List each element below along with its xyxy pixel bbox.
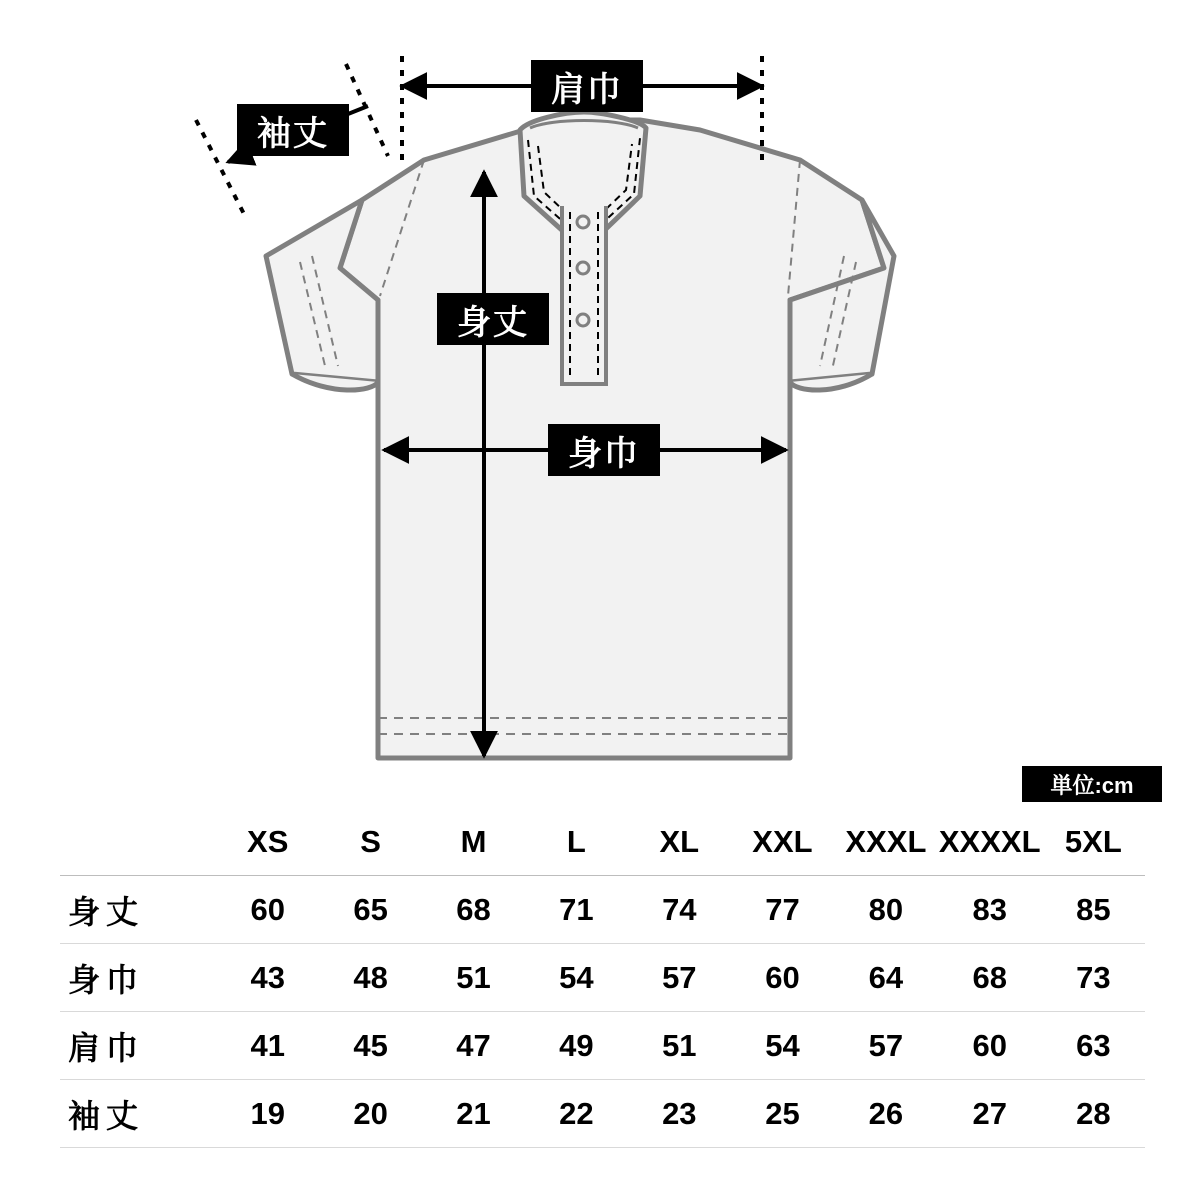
cell-shoulder-width-xl: 51 xyxy=(628,1012,731,1080)
cell-body-length-xxxl: 80 xyxy=(834,876,938,944)
row-label-body-length: 身丈 xyxy=(60,876,216,944)
cell-sleeve-length-5xl: 28 xyxy=(1042,1080,1145,1148)
cell-body-width-5xl: 73 xyxy=(1042,944,1145,1012)
cell-sleeve-length-xs: 19 xyxy=(216,1080,319,1148)
cell-sleeve-length-l: 22 xyxy=(525,1080,628,1148)
cell-sleeve-length-xxl: 25 xyxy=(731,1080,834,1148)
table-row xyxy=(60,1012,1145,1080)
cell-shoulder-width-l: 49 xyxy=(525,1012,628,1080)
label-shoulder-width: 肩巾 xyxy=(531,60,643,112)
cell-sleeve-length-m: 21 xyxy=(422,1080,525,1148)
cell-sleeve-length-s: 20 xyxy=(319,1080,422,1148)
cell-body-length-l: 71 xyxy=(525,876,628,944)
table-row xyxy=(60,1080,1145,1148)
cell-body-length-xxl: 77 xyxy=(731,876,834,944)
header-size-5xl: 5XL xyxy=(1042,808,1145,876)
table-row xyxy=(60,944,1145,1012)
size-table xyxy=(60,808,1145,1148)
header-corner-blank xyxy=(60,808,216,876)
cell-body-length-s: 65 xyxy=(319,876,422,944)
row-label-sleeve-length: 袖丈 xyxy=(60,1080,216,1148)
cell-body-width-xxxl: 64 xyxy=(834,944,938,1012)
header-row xyxy=(60,808,1145,876)
label-sleeve-length: 袖丈 xyxy=(237,104,349,156)
label-body-width: 身巾 xyxy=(548,424,660,476)
header-size-xxl: XXL xyxy=(731,808,834,876)
cell-body-width-xl: 57 xyxy=(628,944,731,1012)
label-unit: 単位:cm xyxy=(1022,766,1162,802)
cell-sleeve-length-xxxl: 26 xyxy=(834,1080,938,1148)
table-header xyxy=(60,808,1145,876)
header-size-l: L xyxy=(525,808,628,876)
table-body xyxy=(60,876,1145,1148)
header-size-s: S xyxy=(319,808,422,876)
cell-shoulder-width-s: 45 xyxy=(319,1012,422,1080)
cell-body-length-xxxxl: 83 xyxy=(938,876,1042,944)
header-size-xs: XS xyxy=(216,808,319,876)
cell-body-width-xxxxl: 68 xyxy=(938,944,1042,1012)
sleeve-guide-top xyxy=(346,64,388,156)
cell-body-width-l: 54 xyxy=(525,944,628,1012)
header-size-xl: XL xyxy=(628,808,731,876)
cell-shoulder-width-xs: 41 xyxy=(216,1012,319,1080)
cell-shoulder-width-xxxxl: 60 xyxy=(938,1012,1042,1080)
cell-body-length-5xl: 85 xyxy=(1042,876,1145,944)
cell-sleeve-length-xxxxl: 27 xyxy=(938,1080,1042,1148)
cell-body-length-xl: 74 xyxy=(628,876,731,944)
header-size-xxxl: XXXL xyxy=(834,808,938,876)
cell-shoulder-width-5xl: 63 xyxy=(1042,1012,1145,1080)
table-row xyxy=(60,876,1145,944)
cell-shoulder-width-m: 47 xyxy=(422,1012,525,1080)
cell-body-width-s: 48 xyxy=(319,944,422,1012)
row-label-shoulder-width: 肩巾 xyxy=(60,1012,216,1080)
cell-body-width-xs: 43 xyxy=(216,944,319,1012)
cell-body-width-m: 51 xyxy=(422,944,525,1012)
cell-body-length-m: 68 xyxy=(422,876,525,944)
placket xyxy=(562,206,606,384)
cell-shoulder-width-xxl: 54 xyxy=(731,1012,834,1080)
cell-sleeve-length-xl: 23 xyxy=(628,1080,731,1148)
row-label-body-width: 身巾 xyxy=(60,944,216,1012)
cell-body-length-xs: 60 xyxy=(216,876,319,944)
cell-shoulder-width-xxxl: 57 xyxy=(834,1012,938,1080)
header-size-xxxxl: XXXXL xyxy=(938,808,1042,876)
label-body-length: 身丈 xyxy=(437,293,549,345)
cell-body-width-xxl: 60 xyxy=(731,944,834,1012)
header-size-m: M xyxy=(422,808,525,876)
